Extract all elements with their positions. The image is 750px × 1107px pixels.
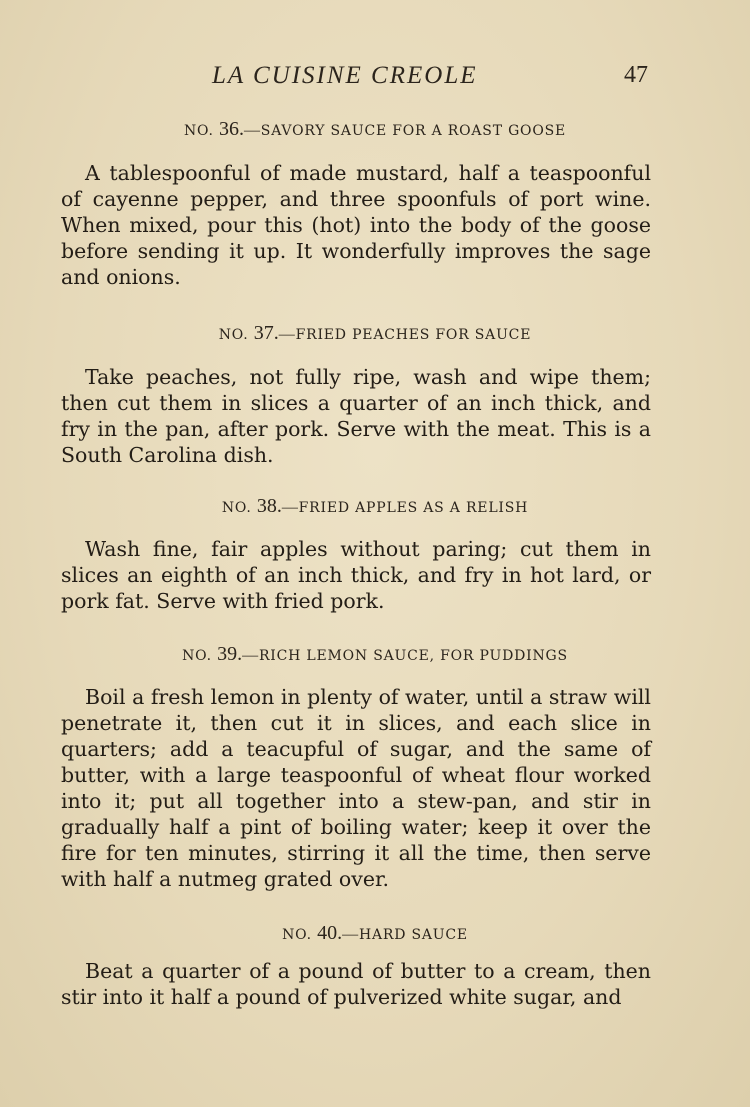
recipe-prefix: NO. (183, 123, 214, 139)
recipe-dash: — (281, 499, 299, 516)
recipe-body-36: A tablespoonful of made mustard, half a teaspoonful of cayenne pepper, and three spoonfuls of port wine. When mixed, pour this (hot) into the body of the goose before sending it up. It wonderfully improves the sage and onions. (61, 161, 651, 289)
recipe-number: 40. (317, 922, 343, 944)
recipe-prefix: NO. (182, 648, 212, 664)
recipe-body-39: Boil a fresh lemon in plenty of water, until a straw will penetrate it, then cut it in slices, and each slice in quarters; add a teacupful of sugar, and the same of butter, with a large teaspoonful of wheat flour worked into it; put all together into a stew-pan, and stir in gradually half a pint of boiling water; keep it over the fire for ten minutes, stirring it all the time, then serve with half a nutmeg grated over. (61, 685, 651, 891)
recipe-heading-37 (0, 322, 750, 345)
recipe-prefix: NO. (218, 327, 249, 343)
recipe-dash: — (242, 647, 259, 664)
recipe-title: FRIED APPLES AS A RELISH (298, 500, 529, 516)
recipe-prefix: NO. (282, 927, 312, 943)
running-head (0, 62, 750, 92)
recipe-number: 37. (253, 322, 279, 344)
recipe-heading-36 (0, 118, 750, 141)
recipe-dash: — (243, 122, 261, 139)
recipe-heading-39 (0, 643, 750, 666)
recipe-number: 38. (256, 495, 282, 517)
page-number: 47 (624, 62, 648, 88)
recipe-prefix: NO. (221, 500, 252, 516)
recipe-number: 39. (217, 643, 243, 665)
recipe-number: 36. (218, 118, 244, 140)
recipe-dash: — (278, 326, 296, 343)
recipe-body-40: Beat a quarter of a pound of butter to a cream, then stir into it half a pound of pulverized white sugar, and (61, 959, 651, 1009)
recipe-title: RICH LEMON SAUCE, FOR PUDDINGS (258, 648, 568, 664)
recipe-dash: — (342, 926, 359, 943)
recipe-heading-40 (0, 922, 750, 945)
running-title: LA CUISINE CREOLE (212, 62, 478, 89)
recipe-title: HARD SAUCE (358, 927, 468, 943)
recipe-heading-38 (0, 495, 750, 518)
recipe-title: FRIED PEACHES FOR SAUCE (295, 327, 532, 343)
recipe-body-37: Take peaches, not fully ripe, wash and wipe them; then cut them in slices a quarter of an inch thick, and fry in the pan, after pork. Serve with the meat. This is a South Carolina dish. (61, 365, 651, 467)
recipe-title: SAVORY SAUCE FOR A ROAST GOOSE (260, 123, 567, 139)
recipe-body-38: Wash fine, fair apples without paring; cut them in slices an eighth of an inch thick, and fry in hot lard, or pork fat. Serve with fried pork. (61, 537, 651, 613)
